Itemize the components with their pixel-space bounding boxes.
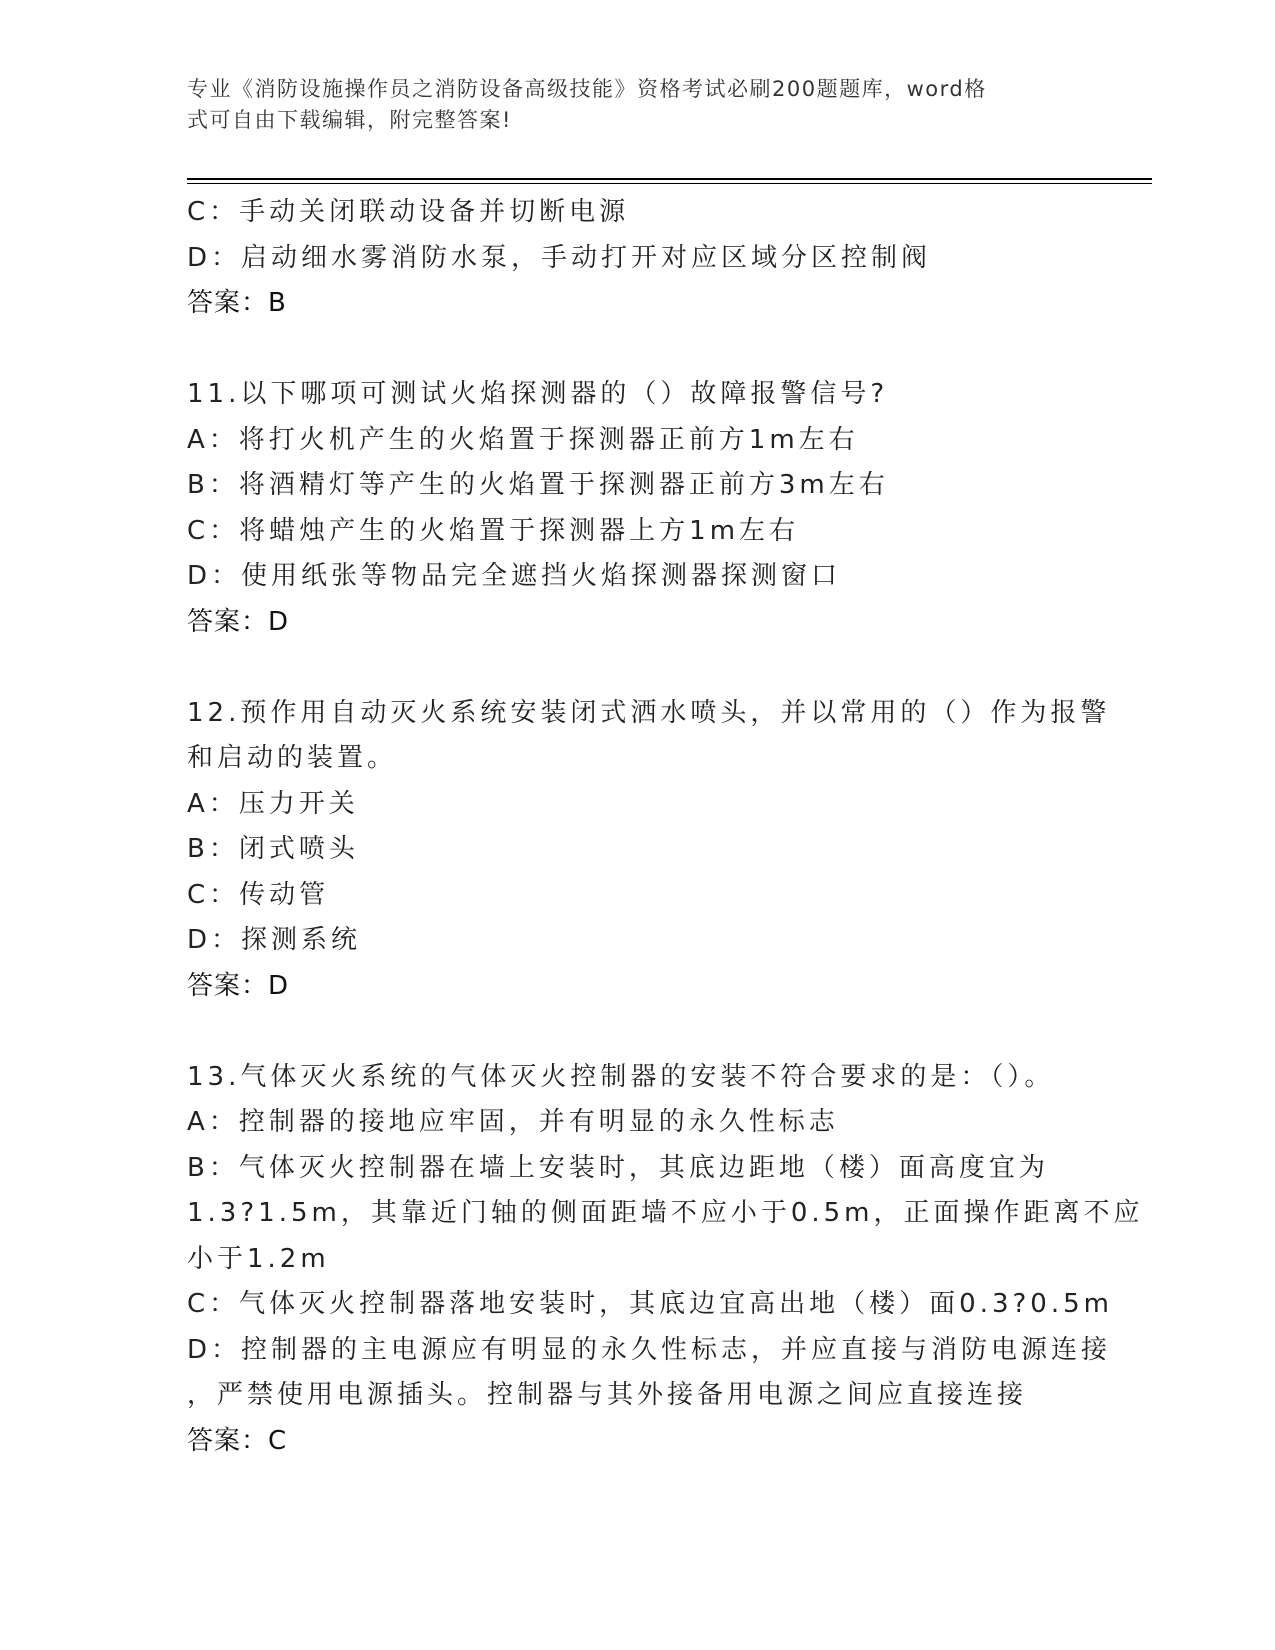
option-b: B：闭式喷头: [187, 834, 359, 864]
option-d: D：控制器的主电源应有明显的永久性标志，并应直接与消防电源连接: [187, 1334, 1112, 1365]
question-stem: 13.气体灭火系统的气体灭火控制器的安装不符合要求的是：（）。: [187, 1061, 1055, 1092]
option-a: A：压力开关: [187, 788, 359, 819]
header-line-1: 专业《消防设施操作员之消防设备高级技能》资格考试必刷200题题库，word格: [187, 77, 987, 101]
option-d: D：启动细水雾消防水泵，手动打开对应区域分区控制阀: [187, 242, 932, 273]
option-d-continued: ，严禁使用电源插头。控制器与其外接备用电源之间应直接连接: [187, 1380, 1028, 1410]
page-header: [187, 74, 1087, 136]
option-c: C：将蜡烛产生的火焰置于探测器上方1m左右: [187, 515, 800, 546]
question-block-11: [187, 372, 1087, 645]
option-b: B：气体灭火控制器在墙上安装时，其底边距地（楼）面高度宜为: [187, 1152, 1049, 1183]
option-c: C：传动管: [187, 879, 330, 910]
block-spacer: [187, 645, 1087, 691]
question-block-13: [187, 1055, 1144, 1465]
header-rule-thin: [187, 183, 1152, 184]
question-body: [187, 190, 1144, 1464]
question-block-12: [187, 691, 1111, 1010]
option-c: C：气体灭火控制器落地安装时，其底边宜高出地（楼）面0.3?0.5m: [187, 1289, 1113, 1319]
option-a: A：将打火机产生的火焰置于探测器正前方1m左右: [187, 424, 859, 455]
question-stem-continued: 和启动的装置。: [187, 743, 398, 773]
question-stem: 12.预作用自动灭火系统安装闭式洒水喷头，并以常用的（）作为报警: [187, 697, 1111, 728]
option-c: C：手动关闭联动设备并切断电源: [187, 197, 630, 227]
option-a: A：控制器的接地应牢固，并有明显的永久性标志: [187, 1107, 839, 1137]
option-d: D：探测系统: [187, 925, 362, 955]
block-spacer: [187, 327, 1087, 373]
option-b-continued: 小于1.2m: [187, 1243, 330, 1274]
option-b-continued: 1.3?1.5m，其靠近门轴的侧面距墙不应小于0.5m，正面操作距离不应: [187, 1198, 1144, 1228]
answer-line: 答案：D: [187, 606, 290, 637]
header-rule-thick: [187, 178, 1152, 180]
answer-line: 答案：B: [187, 288, 287, 318]
option-d: D：使用纸张等物品完全遮挡火焰探测器探测窗口: [187, 561, 842, 591]
header-line-2: 式可自由下载编辑，附完整答案!: [187, 108, 512, 132]
option-b: B：将酒精灯等产生的火焰置于探测器正前方3m左右: [187, 470, 889, 500]
answer-line: 答案：D: [187, 970, 290, 1001]
answer-line: 答案：C: [187, 1425, 288, 1456]
question-block-10: [187, 190, 1087, 327]
question-stem: 11.以下哪项可测试火焰探测器的（）故障报警信号?: [187, 379, 889, 409]
block-spacer: [187, 1009, 1087, 1055]
